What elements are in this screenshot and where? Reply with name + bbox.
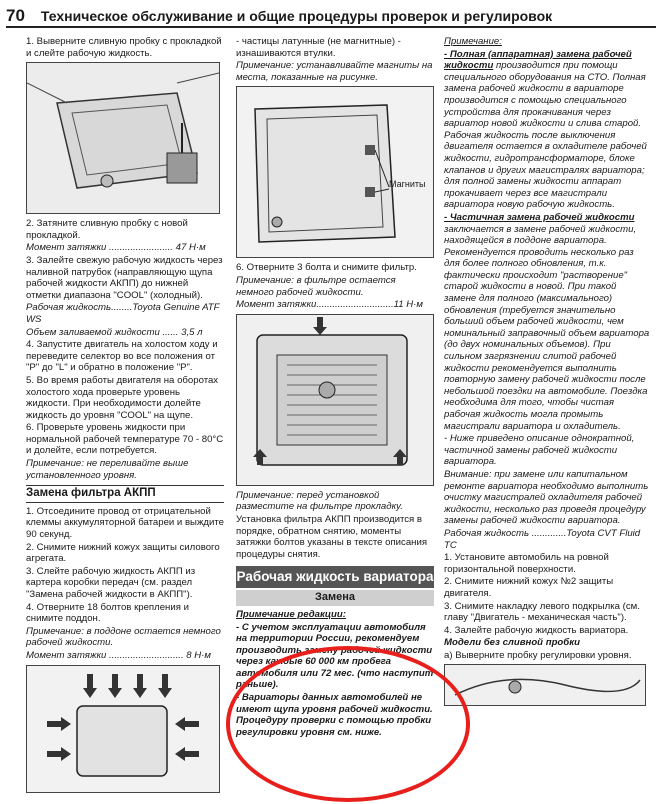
editor-note-title: Примечание редакции:	[236, 608, 346, 620]
step-text: 6. Отверните 3 болта и снимите фильтр.	[236, 262, 417, 274]
step-text: 4. Залейте рабочую жидкость вариатора.	[444, 624, 629, 636]
step-text: Установка фильтра АКПП производится в порядке, обратном снятию, моменты затяжки болтов указаны в тексте описания процедуры снятия.	[236, 513, 428, 560]
magnets-figure	[236, 86, 434, 258]
magnets-illustration	[237, 87, 433, 257]
models-subheading: Модели без сливной пробки	[444, 637, 580, 649]
page-title: Техническое обслуживание и общие процедуры проверок и регулировок	[40, 8, 553, 24]
fluid-spec: Рабочая жидкость........Toyota Genuine ATF WS	[26, 302, 220, 325]
note-title: Примечание:	[444, 36, 502, 47]
cvt-note-text: - Вариаторы данных автомобилей не имеют щупа уровня рабочей жидкости. Процедуру проверки с помощью пробки регулировки уровня см. ниже.	[236, 692, 433, 738]
note-text: Примечание: в фильтре остается немного рабочей жидкости.	[236, 274, 396, 298]
step-text: 6. Проверьте уровень жидкости при нормальной рабочей температуре 70 - 80°С и долейте, если потребуется.	[26, 422, 224, 457]
step-text: 1. Выверните сливную пробку с прокладкой и слейте рабочую жидкость.	[26, 36, 222, 59]
step-text: 4. Отверните 18 болтов крепления и снимите поддон.	[26, 601, 189, 625]
editor-note-text: - С учетом эксплуатации автомобиля на территории России, рекомендуем производить замену рабочей жидкости через каждые 60 000 км пробега автомобиля или 72 мес. (что наступит раньше).	[236, 621, 434, 691]
torque-spec: Момент затяжки ............................ 8 Н·м	[26, 649, 212, 661]
step-text: 5. Во время работы двигателя на оборотах холостого хода проверьте уровень жидкости. При необходимости долейте жидкость до уровня "COOL" на щупе.	[26, 374, 219, 421]
note-text: - Ниже приведено описание однократной, частичной замены рабочей жидкости вариатора.	[444, 433, 635, 468]
filter-figure	[236, 314, 434, 486]
step-text: 4. Запустите двигатель на холостом ходу и переведите селектор во все положения от "P" до "L" и обратно в положение "P".	[26, 339, 218, 374]
magnets-callout: Магниты	[389, 179, 426, 190]
level-plug-illustration	[445, 665, 645, 705]
column-middle	[236, 36, 434, 739]
chapter-block-title: Рабочая жидкость вариатора	[236, 566, 434, 588]
subsection-title: Замена	[236, 590, 434, 606]
warning-text: Внимание: при замене или капитальном ремонте вариатора необходимо выполнить очистку магистралей охладителя рабочей жидкости, несколько раз проведя процедуру замены рабочей жидкости вариатора.	[444, 468, 649, 527]
highlight-oval	[226, 646, 470, 802]
column-right	[444, 36, 650, 710]
pan-bolts-figure	[26, 665, 220, 793]
fluid-spec: Рабочая жидкость .............Toyota CVT Fluid TC	[444, 527, 641, 551]
page-header	[6, 4, 656, 28]
step-text: 3. Снимите накладку левого подкрылка (см. главу "Двигатель - механическая часть").	[444, 600, 640, 624]
torque-spec: Момент затяжки ........................ 47 Н·м	[26, 242, 206, 254]
torque-spec: Момент затяжки.............................11 Н·м	[236, 299, 423, 311]
note-text: Примечание: устанавливайте магниты на места, показанные на рисунке.	[236, 60, 433, 83]
step-text: 2. Снимите нижний кожух №2 защиты двигателя.	[444, 576, 614, 599]
partial-replacement-text: заключается в замене рабочей жидкости, находящейся в поддоне вариатора. Рекомендуется проводить несколько раз для более полного обновления, т.к. фактически происходит "растворение" старой жидкости в новой. При такой замене для полного (максимального) обновления (требуется значительно больший объем рабочей жидкости, чем номинальный заправочный объем вариатора (до двух номинальных объемов). При сильном загрязнении слитой рабочей жидкости рекомендуется выполнить повторную замену рабочей жидкости после небольшой поездки на автомобиле. Поездка необходима для того, чтобы чистая рабочая жидкость могла промыть магистрали вариатора и охладитель.	[444, 223, 650, 432]
level-plug-figure	[444, 664, 646, 706]
step-text: 3. Слейте рабочую жидкость АКПП из картера коробки передач (см. раздел "Замена рабочей жидкости в АКПП").	[26, 565, 196, 600]
full-replacement-text: производится при помощи специального оборудования на СТО. Полная замена рабочей жидкости в вариаторе производится с помощью специального устройства для прокачивания через вариатор новой жидкости и слива старой. Рабочая жидкость после выключения двигателя остается в охладителе рабочей жидкости, гидротрансформаторе, блоке клапанов и других магистралях вариатора; для полной замены жидкости аппарат прокачивает через все магистрали вариатора новую рабочую жидкость.	[444, 60, 647, 211]
step-text: 1. Отсоедините провод от отрицательной клеммы аккумуляторной батареи и выждите 90 секунд.	[26, 505, 224, 541]
step-text: 1. Установите автомобиль на ровной горизонтальной поверхности.	[444, 552, 609, 575]
note-text: Примечание: в поддоне остается немного рабочей жидкости.	[26, 625, 221, 649]
step-text: а) Выверните пробку регулировки уровня.	[444, 649, 632, 661]
list-text: - частицы латунные (не магнитные) - изнашиваются втулки.	[236, 36, 401, 59]
column-left	[26, 36, 224, 797]
note-text: Примечание: перед установкой разместите на фильтре прокладку.	[236, 489, 403, 513]
filter-illustration	[237, 315, 433, 485]
full-replacement-title: - Полная (аппаратная) замена рабочей жидкости	[444, 48, 632, 72]
page-number: 70	[6, 6, 25, 25]
section-heading: Замена фильтра АКПП	[26, 485, 224, 503]
note-text: Примечание: не переливайте выше установленного уровня.	[26, 458, 189, 481]
partial-replacement-title: - Частичная замена рабочей жидкости	[444, 211, 635, 223]
volume-spec: Объем заливаемой жидкости ...... 3,5 л	[26, 326, 203, 338]
drain-plug-illustration	[27, 63, 219, 213]
step-text: 2. Снимите нижний кожух защиты силового агрегата.	[26, 541, 220, 565]
step-text: 2. Затяните сливную пробку с новой прокладкой.	[26, 218, 188, 241]
pan-bolts-illustration	[27, 666, 219, 792]
step-text: 3. Залейте свежую рабочую жидкость через наливной патрубок (направляющую щупа рабочей жидкости АКПП) до нижней отметки диапазона "COOL" (холодный).	[26, 254, 223, 301]
oil-pan-drain-figure	[26, 62, 220, 214]
